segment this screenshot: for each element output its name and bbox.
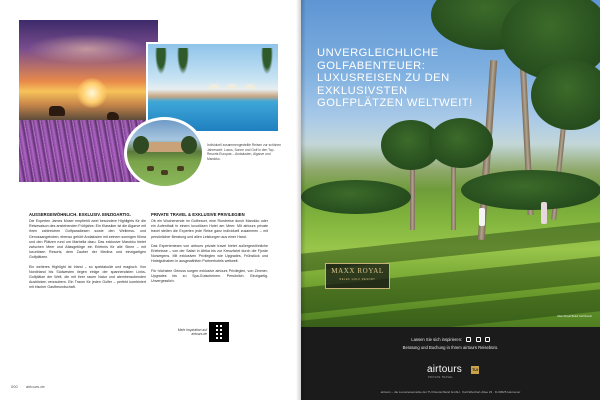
paragraph: Das Expertenteam von airtours private travel bietet außergewöhnliche Erlebnisse – von der Safari in Afrika bis zur Kreuzfahrt durch die Fjorde Norwegens. Mit exklusiven Privilegien wie Upgrades, Frühstück und Hotelguthaben in ausgewählten Partnerhotels weltweit. [151,243,268,264]
qr-block [177,322,249,342]
page-number: 000 [11,384,18,389]
airtours-logo: airtours [427,364,462,375]
deer [147,166,154,171]
article-column-right [151,212,268,288]
footer-inspiration-line [301,337,600,342]
tui-badge: TUI [472,368,478,372]
magazine-page-right-ad [301,0,600,400]
paragraph: Ob ein Wochenende im Golfresort, eine Rundreise durch Marokko oder ein Aufenthalt in einem luxuriösen Hotel am Meer: Mit airtours private travel stellen die Experten jede Reise ganz individuell zusammen – mit persönlicher Beratung und allen Leistungen aus einer Hand. [151,219,268,239]
treeline [301,180,411,214]
article-column-left [29,212,146,295]
logo-brand: MAXX ROYAL [331,267,384,275]
section-heading: AUSSERGEWÖHNLICH. EXKLUSIV. EINZIGARTIG. [29,212,131,217]
youtube-icon[interactable] [485,337,490,342]
photo-caption: Individuell zusammengestellte Reisen zur schönen Jahreszeit: Luxus, Sonne und Golf in den Top-Resorts Europas – Andalusien, Algarve und Marokko. [207,143,282,162]
tree [133,136,149,154]
ad-footer [301,327,600,400]
maxx-royal-logo [325,263,390,289]
tree [181,136,197,154]
deer [161,170,168,175]
horse-silhouette [107,112,119,120]
palm-tree [176,48,190,78]
sun [77,78,107,108]
facebook-icon[interactable] [476,337,481,342]
horse-silhouette [49,106,65,116]
qr-code-icon[interactable] [209,322,229,342]
paragraph: Für höchsten Genuss sorgen exklusive airtours Privilegien, von Zimmer-Upgrades bis zu Spa-Gutscheinen. Persönlich. Einzigartig. Unvergesslich. [151,268,268,284]
palm-tree [154,48,168,78]
golf-course-round-photo [124,117,205,189]
instagram-icon[interactable] [466,337,471,342]
legal-notice: airtours – die Luxusreisemarke der TUI Deutschland GmbH · Karl-Wiechert-Allee 23 · D-30625 Hannover [380,390,521,394]
folio-site: airtours.de [25,384,45,389]
section-heading: PRIVATE TRAVEL & EXKLUSIVE PRIVILEGIEN [151,212,245,217]
golfer-figure [541,202,547,224]
paragraph: Die Experten James Moser empfiehlt zwei besondere Highlights für die Reisesaison des anstehenden Frühjahrs: Ein Klassiker ist die Algarve mit ihren zahlreichen Golfparadiesen sowie den Wellness- und Genussangeboten; ebenso gehört Andalusien mit seinem sonnigen Klima und den Plätzen rund um Marbella dazu. Das exklusive Marokko bietet zwischen Meer und Atlasgebirge ein Erlebnis für alle Sinne – mit luxuriösen Resorts, dem Zauber der Medina und einzigartigen Golfplätzen. [29,219,146,260]
paragraph: Ein weiteres Highlight ist Irland – so spektakulär und magisch. Von Nordirland bis Südwesten liegen einige der spannendsten Links-Golfplätze der Welt, die mit ihrer rauen Natur und atemberaubenden Ausblicken verzaubern. Ein Traum für jeden Golfer – perfekt kombiniert mit irischer Gastfreundschaft. [29,264,146,290]
golf-course-photo [301,0,600,327]
photo-credit: Maxx Royal Belek Golf Resort [557,315,592,318]
footer-booking-line: Beratung und Buchung in Ihrem airtours Reisebüro. [402,345,499,350]
parasol [244,84,256,89]
golfer-figure [479,208,485,226]
sunset-cloud [27,34,147,64]
qr-label: Mehr Inspiration auf airtours.de [177,328,207,336]
footer-inspiration-text: Lassen Sie sich inspirieren: [411,337,463,342]
parasol [208,84,220,89]
treeline [461,170,600,210]
airtours-tagline: PRIVATE TRAVEL [428,376,454,379]
logo-sub: BELEK GOLF RESORT [339,278,376,281]
folio [11,384,52,389]
clubhouse [145,142,185,152]
parasol [226,84,238,89]
pine-canopy [429,118,493,168]
palm-tree [260,48,274,78]
ad-headline: UNVERGLEICHLICHE GOLFABENTEUER: LUXUSREISEN ZU DEN EXKLUSIVSTEN GOLFPLÄTZEN WELTWEIT! [317,47,473,110]
deer [177,166,184,171]
pine-canopy [531,60,600,130]
